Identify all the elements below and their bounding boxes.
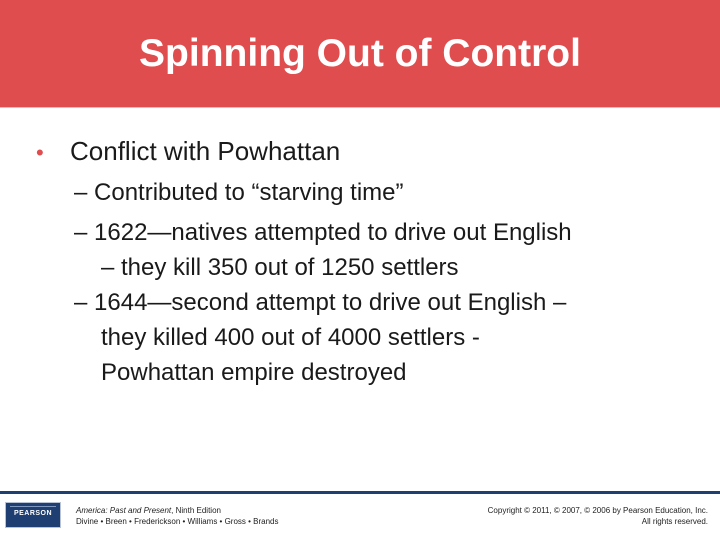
book-title-line (76, 506, 221, 516)
title-bar (0, 0, 720, 108)
logo-stripe (10, 506, 56, 507)
subbullet-text: Contributed to “starving time” (94, 179, 404, 206)
main-bullet-text: Conflict with Powhattan (70, 136, 341, 166)
subbullet-1 (74, 177, 404, 209)
subbullet-3-continuation-1: they killed 400 out of 4000 settlers - (101, 324, 480, 351)
pearson-logo (5, 502, 61, 528)
subbullet-dash: – (74, 179, 88, 206)
book-title: America: Past and Present (76, 506, 172, 515)
book-authors: Divine • Breen • Frederickson • Williams • Gross • Brands (76, 517, 279, 526)
subbullet-dash: – (74, 289, 88, 316)
bullet-marker: • (36, 140, 44, 165)
subbullet-dash: – (74, 219, 88, 246)
slide-title: Spinning Out of Control (139, 32, 581, 75)
copyright-line-1: Copyright © 2011, © 2007, © 2006 by Pearson Education, Inc. (487, 506, 708, 515)
footer-rule (0, 491, 720, 494)
logo-text: PEARSON (13, 510, 53, 517)
subbullet-2-continuation: – they kill 350 out of 1250 settlers (101, 254, 459, 281)
subbullet-text: 1622—natives attempted to drive out English (94, 219, 572, 246)
main-bullet (36, 134, 340, 170)
copyright-line-2: All rights reserved. (641, 517, 708, 526)
subbullet-2 (74, 217, 572, 249)
book-edition: , Ninth Edition (171, 506, 221, 515)
subbullet-3-continuation-2: Powhattan empire destroyed (101, 359, 407, 386)
subbullet-3 (74, 287, 566, 319)
subbullet-text: 1644—second attempt to drive out English – (94, 289, 567, 316)
